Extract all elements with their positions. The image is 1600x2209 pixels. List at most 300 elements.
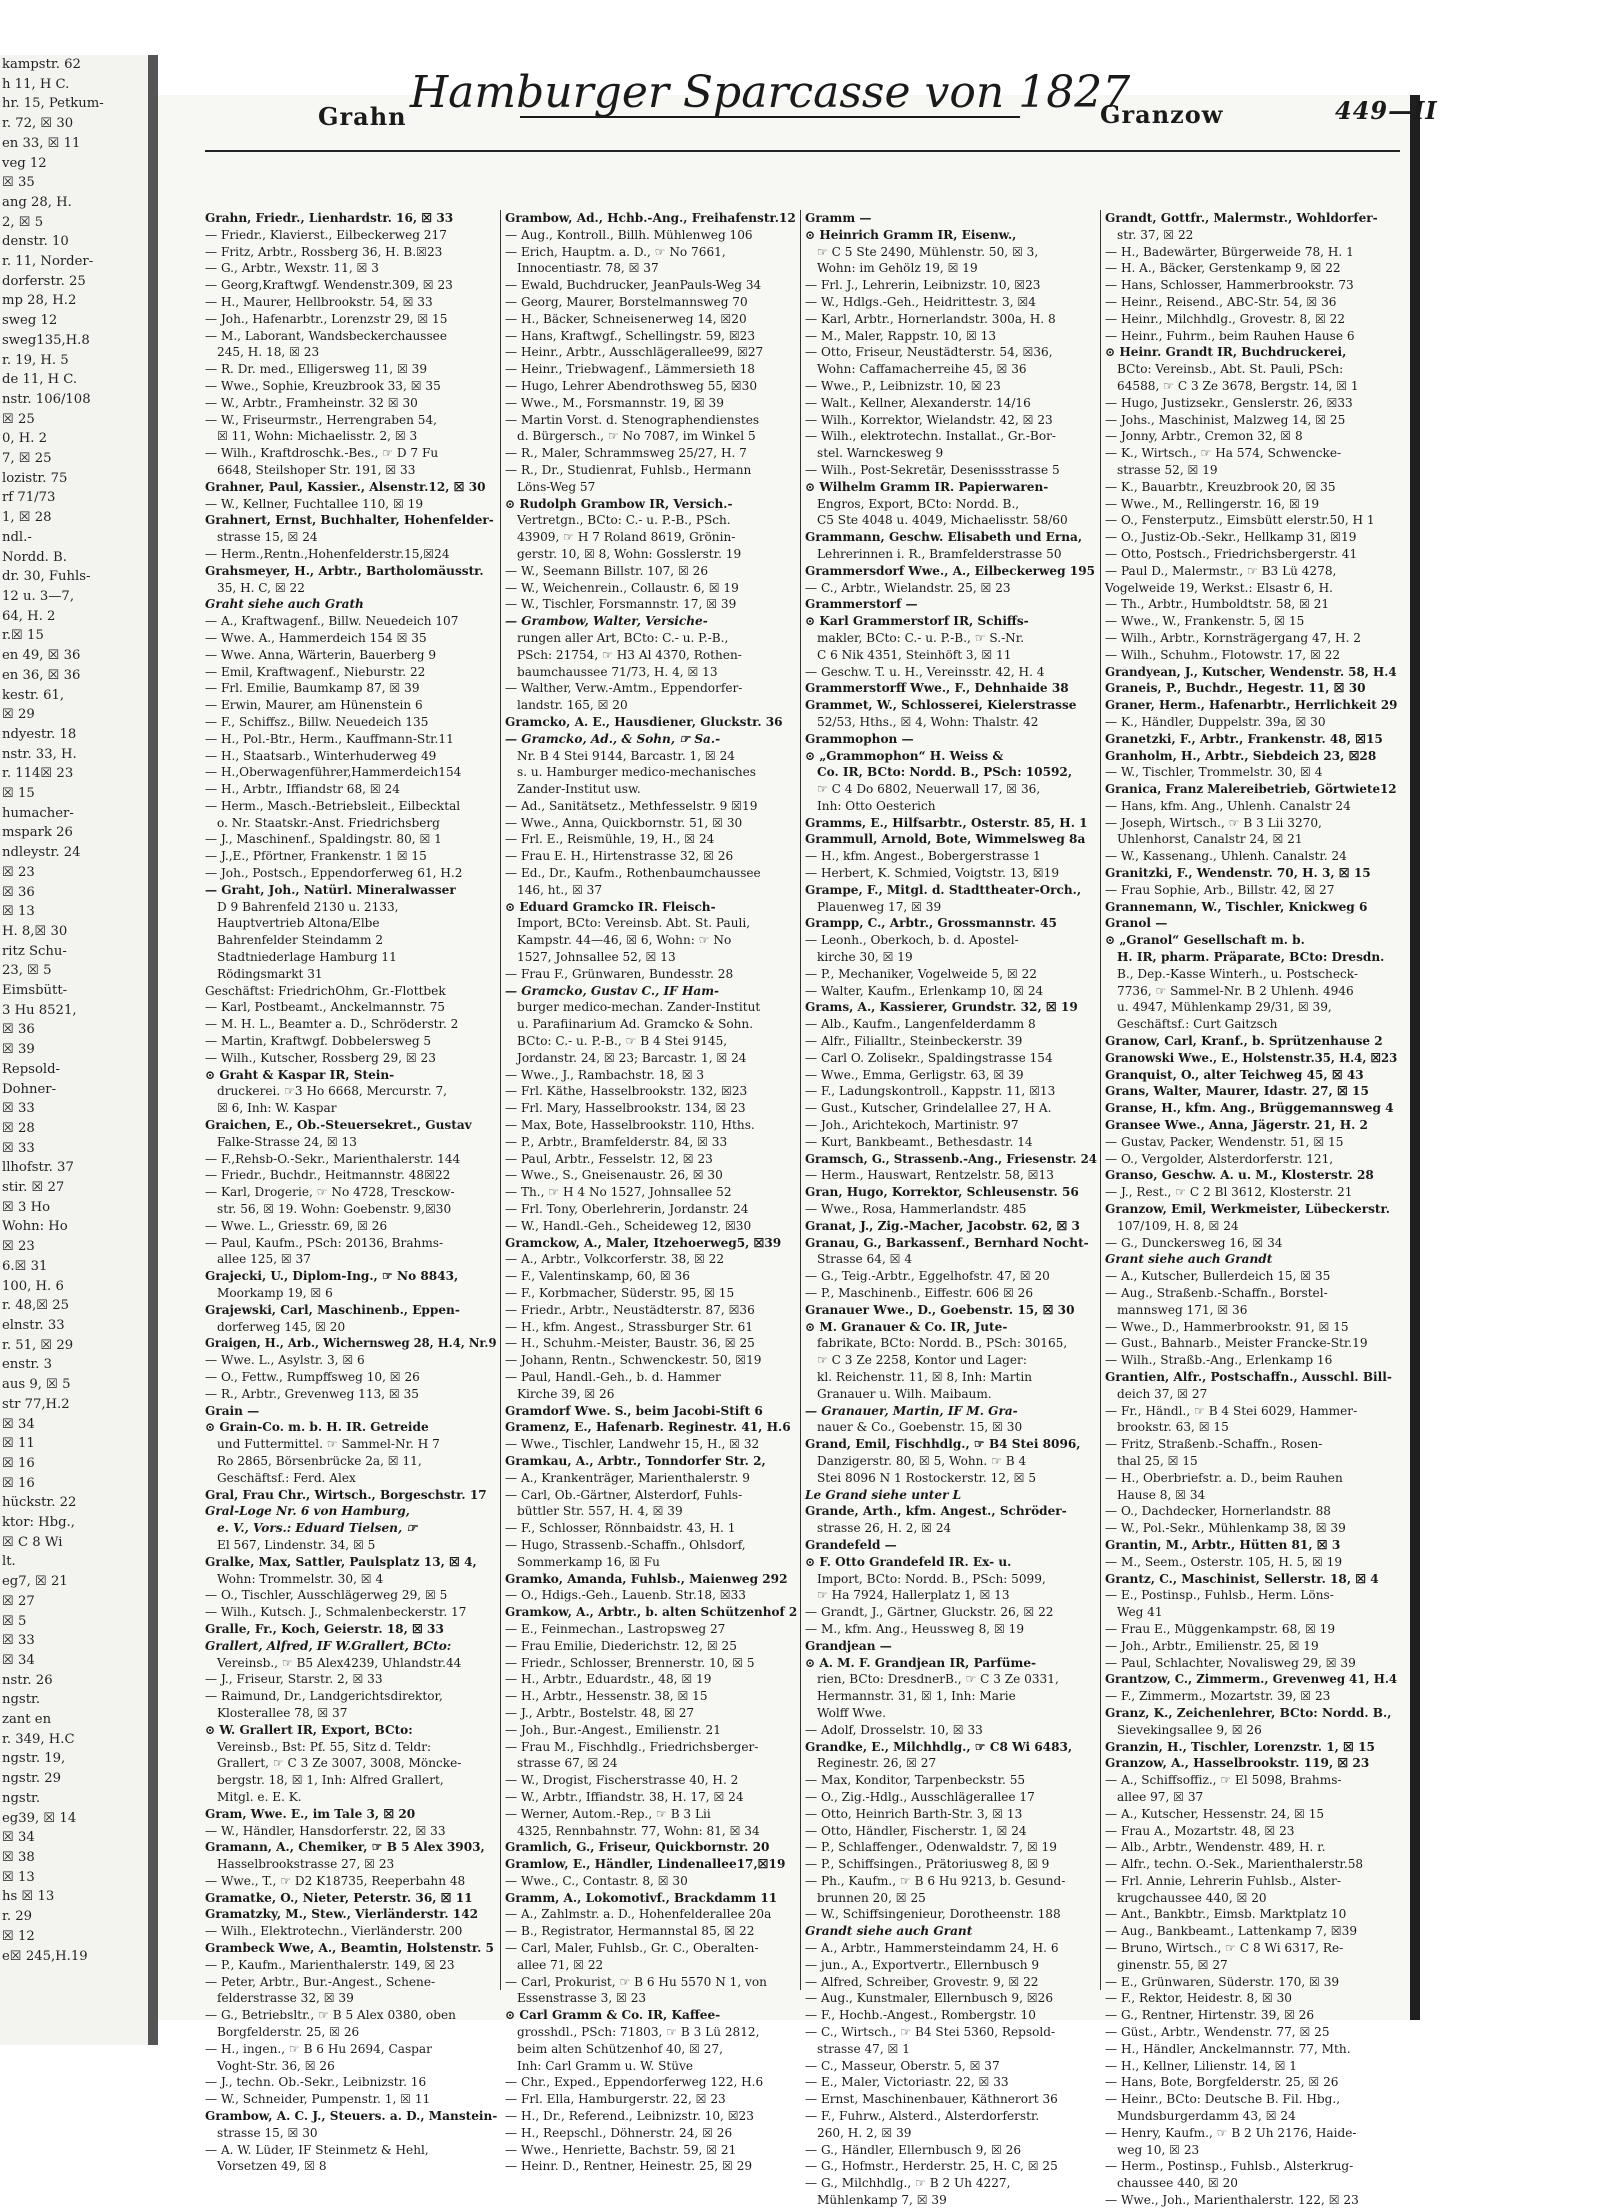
directory-entry-line: Graichen, E., Ob.-Steuersekret., Gustav bbox=[205, 1118, 472, 1133]
directory-entry-line: Grams, A., Kassierer, Grundstr. 32, ☒ 19 bbox=[805, 1000, 1078, 1015]
directory-entry-line: Sievekingsallee 9, ☒ 26 bbox=[1117, 1722, 1262, 1737]
directory-entry-line: — H., Reepschl., Döhnerstr. 24, ☒ 26 bbox=[505, 2125, 733, 2140]
directory-entry-line: — Heinr., Reisend., ABC-Str. 54, ☒ 36 bbox=[1105, 294, 1337, 309]
directory-entry-line: — W., Handl.-Geh., Scheideweg 12, ☒30 bbox=[505, 1218, 752, 1233]
directory-entry-line: landstr. 165, ☒ 20 bbox=[517, 698, 628, 713]
left-page-line: ☒ 39 bbox=[2, 1042, 35, 1058]
directory-entry-line: ☒ 6, Inh: W. Kaspar bbox=[217, 1101, 337, 1116]
directory-entry-line: Gral, Frau Chr., Wirtsch., Borgeschstr. 17 bbox=[205, 1487, 487, 1502]
directory-entry-line: — O., Fensterputz., Eimsbütt elerstr.50, H 1 bbox=[1105, 513, 1375, 528]
directory-entry-line: — Wwe., Henriette, Bachstr. 59, ☒ 21 bbox=[505, 2142, 737, 2157]
directory-entry-line: — Carl, Ob.-Gärtner, Alsterdorf, Fuhls- bbox=[505, 1487, 743, 1502]
directory-entry-line: — Wwe., Rosa, Hammerlandstr. 485 bbox=[805, 1202, 1027, 1217]
directory-entry-line: — Ph., Kaufm., ☞ B 6 Hu 9213, b. Gesund- bbox=[805, 1873, 1066, 1888]
directory-entry-line: Plauenweg 17, ☒ 39 bbox=[817, 899, 942, 914]
directory-entry-line: — E., Feinmechan., Lastropsweg 27 bbox=[505, 1621, 726, 1636]
directory-entry-line: — Alfr., techn. O.-Sek., Marienthalerstr.58 bbox=[1105, 1857, 1364, 1872]
directory-entry-line: — F., Valentinskamp, 60, ☒ 36 bbox=[505, 1269, 690, 1284]
directory-entry-line: 6648, Steilshoper Str. 191, ☒ 33 bbox=[217, 462, 416, 477]
directory-entry-line: — Frl. Annie, Lehrerin Fuhlsb., Alster- bbox=[1105, 1873, 1341, 1888]
left-page-line: en 49, ☒ 36 bbox=[2, 648, 81, 664]
directory-entry-line: Grammet, W., Schlosserei, Kielerstrasse bbox=[805, 698, 1077, 713]
directory-entry-line: — E., Maler, Victoriastr. 22, ☒ 33 bbox=[805, 2075, 1009, 2090]
directory-entry-line: — Herm., Masch.-Betriebsleit., Eilbecktal bbox=[205, 798, 461, 813]
directory-entry-line: u. Parafiinarium Ad. Gramcko & Sohn. bbox=[517, 1017, 754, 1032]
directory-entry-line: — Th., Arbtr., Humboldtstr. 58, ☒ 21 bbox=[1105, 597, 1330, 612]
directory-entry-line: Gramm — bbox=[805, 211, 872, 225]
directory-entry-line: — Martin, Kraftwgf. Dobbelersweg 5 bbox=[205, 1034, 432, 1049]
directory-entry-line: ⊙ Eduard Gramcko IR. Fleisch- bbox=[505, 899, 716, 914]
directory-entry-line: — Joh., Hafenarbtr., Lorenzstr 29, ☒ 15 bbox=[205, 311, 448, 326]
directory-entry-line: — Wwe., M., Forsmannstr. 19, ☒ 39 bbox=[505, 395, 724, 410]
directory-entry-line: — Carl, Maler, Fuhlsb., Gr. C., Oberalten- bbox=[505, 1941, 759, 1956]
directory-entry-line: — Joh., Arbtr., Emilienstr. 25, ☒ 19 bbox=[1105, 1638, 1319, 1653]
directory-entry-line: — Heinr., Fuhrm., beim Rauhen Hause 6 bbox=[1105, 328, 1355, 343]
directory-entry-line: — W., Arbtr., Iffiandstr. 38, H. 17, ☒ 24 bbox=[505, 1789, 744, 1804]
directory-entry-line: — A., Arbtr., Hammersteindamm 24, H. 6 bbox=[805, 1941, 1059, 1956]
directory-entry-line: — Grambow, Walter, Versiche- bbox=[505, 614, 708, 629]
left-page-line: ☒ 15 bbox=[2, 786, 35, 802]
directory-entry-line: — K., Wirtsch., ☞ Ha 574, Schwencke- bbox=[1105, 446, 1342, 461]
left-page-line: ☒ 27 bbox=[2, 1593, 35, 1609]
directory-entry-line: — Johs., Maschinist, Malzweg 14, ☒ 25 bbox=[1105, 412, 1346, 427]
left-page-line: ktor: Hbg., bbox=[2, 1515, 75, 1531]
left-page-line: mp 28, H.2 bbox=[2, 293, 77, 309]
directory-entry-line: — Georg, Maurer, Borstelmannsweg 70 bbox=[505, 294, 748, 309]
left-page-line: ngstr. 29 bbox=[2, 1771, 62, 1787]
directory-entry-line: Gramcko, A. E., Hausdiener, Gluckstr. 36 bbox=[505, 714, 783, 729]
left-page-line: ☒ 13 bbox=[2, 904, 35, 920]
directory-entry-line: ☞ C 5 Ste 2490, Mühlenstr. 50, ☒ 3, bbox=[817, 244, 1039, 259]
directory-entry-line: — jun., A., Exportvertr., Ellernbusch 9 bbox=[805, 1957, 1040, 1972]
directory-entry-line: ☞ C 4 Do 6802, Neuerwall 17, ☒ 36, bbox=[817, 782, 1041, 797]
directory-entry-line: ⊙ Wilhelm Gramm IR. Papierwaren- bbox=[805, 479, 1049, 494]
directory-entry-line: — Walt., Kellner, Alexanderstr. 14/16 bbox=[805, 395, 1031, 410]
directory-entry-line: Engros, Export, BCto: Nordd. B., bbox=[817, 496, 1020, 511]
directory-entry-line: — Frau A., Mozartstr. 48, ☒ 23 bbox=[1105, 1823, 1295, 1838]
directory-entry-line: — W., Drogist, Fischerstrasse 40, H. 2 bbox=[505, 1773, 739, 1788]
left-page-line: 1, ☒ 28 bbox=[2, 510, 52, 526]
directory-entry-line: — Wwe., W., Frankenstr. 5, ☒ 15 bbox=[1105, 614, 1305, 629]
directory-entry-line: allee 97, ☒ 37 bbox=[1117, 1789, 1204, 1804]
directory-entry-line: — Frl. J., Lehrerin, Leibnizstr. 10, ☒23 bbox=[805, 278, 1041, 293]
directory-entry-line: — W., Schneider, Pumpenstr. 1, ☒ 11 bbox=[205, 2092, 431, 2107]
directory-entry-line: — M., kfm. Ang., Heussweg 8, ☒ 19 bbox=[805, 1621, 1025, 1636]
directory-entry-line: Stei 8096 N 1 Rostockerstr. 12, ☒ 5 bbox=[817, 1470, 1037, 1485]
directory-entry-line: — Emil, Kraftwagenf., Nieburstr. 22 bbox=[205, 664, 426, 679]
directory-entry-line: Gramatke, O., Nieter, Peterstr. 36, ☒ 11 bbox=[205, 1890, 473, 1905]
directory-entry-line: — Wwe. L., Griesstr. 69, ☒ 26 bbox=[205, 1218, 388, 1233]
directory-entry-line: — H., Maurer, Hellbrookstr. 54, ☒ 33 bbox=[205, 294, 433, 309]
directory-entry-line: Weg 41 bbox=[1117, 1605, 1163, 1620]
directory-entry-line: — Wwe., P., Leibnizstr. 10, ☒ 23 bbox=[805, 378, 1001, 393]
directory-entry-line: 1527, Johnsallee 52, ☒ 13 bbox=[517, 950, 676, 965]
directory-entry-line: — W., Friseurmstr., Herrengraben 54, bbox=[205, 412, 437, 427]
directory-entry-line: — H., Bäcker, Schneisenerweg 14, ☒20 bbox=[505, 311, 747, 326]
directory-entry-line: — Paul, Kaufm., PSch: 20136, Brahms- bbox=[205, 1235, 444, 1250]
directory-entry-line: — Joh., Postsch., Eppendorferweg 61, H.2 bbox=[205, 866, 463, 881]
directory-entry-line: d. Bürgersch., ☞ No 7087, im Winkel 5 bbox=[517, 429, 756, 444]
directory-entry-line: — Frl. Mary, Hasselbrookstr. 134, ☒ 23 bbox=[505, 1101, 746, 1116]
directory-entry-line: brookstr. 63, ☒ 15 bbox=[1117, 1420, 1229, 1435]
directory-entry-line: Grahsmeyer, H., Arbtr., Bartholomäusstr. bbox=[205, 563, 484, 578]
directory-entry-line: — Otto, Friseur, Neustädterstr. 54, ☒36, bbox=[805, 345, 1053, 360]
left-page-line: r. 72, ☒ 30 bbox=[2, 116, 74, 132]
left-page-line: e☒ 245,H.19 bbox=[2, 1948, 88, 1964]
directory-entry-line: Hermannstr. 31, ☒ 1, Inh: Marie bbox=[817, 1689, 1016, 1704]
directory-entry-line: — Otto, Heinrich Barth-Str. 3, ☒ 13 bbox=[805, 1806, 1023, 1821]
directory-entry-line: — F.,Rehsb-O.-Sekr., Marienthalerstr. 144 bbox=[205, 1151, 461, 1166]
directory-entry-line: — Bruno, Wirtsch., ☞ C 8 Wi 6317, Re- bbox=[1105, 1941, 1344, 1956]
directory-entry-line: Grambow, Ad., Hchb.-Ang., Freihafenstr.12 bbox=[505, 211, 796, 225]
directory-entry-line: str. 56, ☒ 19. Wohn: Goebenstr. 9,☒30 bbox=[217, 1202, 452, 1217]
directory-entry-line: — Heinr., Triebwagenf., Lämmersieth 18 bbox=[505, 362, 755, 377]
header-right-title: Granzow bbox=[1100, 100, 1224, 129]
directory-entry-line: — H., Arbtr., Eduardstr., 48, ☒ 19 bbox=[505, 1672, 712, 1687]
left-page-line: ☒ 11 bbox=[2, 1436, 35, 1452]
directory-entry-line: ☞ C 3 Ze 2258, Kontor und Lager: bbox=[817, 1353, 1027, 1368]
directory-entry-line: Mitgl. e. E. K. bbox=[217, 1789, 302, 1804]
directory-entry-line: — H., ingen., ☞ B 6 Hu 2694, Caspar bbox=[205, 2041, 432, 2056]
left-page-line: ☒ 36 bbox=[2, 1022, 35, 1038]
directory-entry-line: — Frl. Ella, Hamburgerstr. 22, ☒ 23 bbox=[505, 2092, 726, 2107]
directory-entry-line: Granzow, Emil, Werkmeister, Lübeckerstr. bbox=[1105, 1202, 1390, 1217]
directory-entry-line: ⊙ Carl Gramm & Co. IR, Kaffee- bbox=[505, 2008, 721, 2023]
directory-entry-line: Grambow, A. C. J., Steuers. a. D., Manstein- bbox=[205, 2109, 498, 2124]
directory-entry-line: Grantz, C., Maschinist, Sellerstr. 18, ☒ 4 bbox=[1105, 1571, 1379, 1586]
left-page-line: ngstr. bbox=[2, 1790, 41, 1806]
left-page-line: nstr. 106/108 bbox=[2, 391, 91, 407]
directory-entry-line: — W., Händler, Hansdorferstr. 22, ☒ 33 bbox=[205, 1823, 446, 1838]
directory-entry-line: — H., kfm. Angest., Strassburger Str. 61 bbox=[505, 1319, 754, 1334]
directory-entry-line: — Ernst, Maschinenbauer, Käthnerort 36 bbox=[805, 2092, 1058, 2107]
left-page-line: hückstr. 22 bbox=[2, 1495, 77, 1511]
directory-entry-line: C5 Ste 4048 u. 4049, Michaelisstr. 58/60 bbox=[817, 513, 1068, 528]
directory-entry-line: — W., Arbtr., Framheinstr. 32 ☒ 30 bbox=[205, 395, 418, 410]
directory-entry-line: Gram, Wwe. E., im Tale 3, ☒ 20 bbox=[205, 1806, 416, 1821]
book-binding bbox=[148, 55, 158, 2045]
left-page-line: mspark 26 bbox=[2, 825, 73, 841]
directory-entry-line: Grande, Arth., kfm. Angest., Schröder- bbox=[805, 1504, 1067, 1519]
directory-entry-line: — H., Händler, Anckelmannstr. 77, Mth. bbox=[1105, 2041, 1351, 2056]
directory-entry-line: rungen aller Art, BCto: C.- u. P.-B., bbox=[517, 630, 729, 645]
left-page-line: ☒ 33 bbox=[2, 1633, 35, 1649]
directory-entry-line: — Herm., Hauswart, Rentzelstr. 58, ☒13 bbox=[805, 1168, 1054, 1183]
directory-entry-line: — Aug., Kontroll., Billh. Mühlenweg 106 bbox=[505, 227, 753, 242]
directory-entry-line: — Erich, Hauptm. a. D., ☞ No 7661, bbox=[505, 244, 726, 259]
directory-entry-line: — M., Maler, Rappstr. 10, ☒ 13 bbox=[805, 328, 997, 343]
left-page-line: r. 349, H.C bbox=[2, 1731, 75, 1747]
directory-entry-line: — H., Staatsarb., Winterhuderweg 49 bbox=[205, 748, 437, 763]
directory-entry-line: — P., Schiffsingen., Prätoriusweg 8, ☒ 9 bbox=[805, 1857, 1050, 1872]
directory-entry-line: — Frl. Käthe, Hasselbrookstr. 132, ☒23 bbox=[505, 1084, 748, 1099]
directory-entry-line: Grajecki, U., Diplom-Ing., ☞ No 8843, bbox=[205, 1269, 459, 1284]
directory-entry-line: Gramdorf Wwe. S., beim Jacobi-Stift 6 bbox=[505, 1403, 763, 1418]
directory-entry-line: Kampstr. 44—46, ☒ 6, Wohn: ☞ No bbox=[517, 933, 732, 948]
directory-entry-line: — Wilh., Elektrotechn., Vierländerstr. 200 bbox=[205, 1924, 463, 1939]
directory-entry-line: Grandt, Gottfr., Malermstr., Wohldorfer- bbox=[1105, 211, 1378, 225]
directory-entry-line: ⊙ „Grammophon“ H. Weiss & bbox=[805, 748, 1004, 763]
directory-entry-line: — H., Schuhm.-Meister, Baustr. 36, ☒ 25 bbox=[505, 1336, 755, 1351]
directory-entry-line: — K., Bauarbtr., Kreuzbrook 20, ☒ 35 bbox=[1105, 479, 1336, 494]
directory-entry-line: Geschäftsf.: Curt Gaitzsch bbox=[1117, 1017, 1278, 1032]
directory-entry-line: — Raimund, Dr., Landgerichtsdirektor, bbox=[205, 1689, 443, 1704]
directory-entry-line: — Heinr. D., Rentner, Heinestr. 25, ☒ 29 bbox=[505, 2159, 753, 2174]
directory-entry-line: — W., Kassenang., Uhlenh. Canalstr. 24 bbox=[1105, 849, 1347, 864]
directory-entry-line: — Walther, Verw.-Amtm., Eppendorfer- bbox=[505, 681, 743, 696]
column-divider bbox=[500, 210, 501, 1990]
directory-entry-line: — Alfr., Filialltr., Steinbeckerstr. 39 bbox=[805, 1034, 1023, 1049]
directory-entry-line: — Martin Vorst. d. Stenographendienstes bbox=[505, 412, 760, 427]
directory-entry-line: ⊙ Grain-Co. m. b. H. IR. Getreide bbox=[205, 1420, 429, 1435]
directory-entry-line: Lehrerinnen i. R., Bramfelderstrasse 50 bbox=[817, 546, 1062, 561]
directory-entry-line: — O., Dachdecker, Hornerlandstr. 88 bbox=[1105, 1504, 1331, 1519]
left-page-line: en 33, ☒ 11 bbox=[2, 135, 81, 151]
directory-entry-line: rien, BCto: DresdnerB., ☞ C 3 Ze 0331, bbox=[817, 1672, 1059, 1687]
directory-entry-line: — G., Rentner, Hirtenstr. 39, ☒ 26 bbox=[1105, 2008, 1315, 2023]
directory-entry-line: Gramenz, E., Hafenarb. Reginestr. 41, H.6 bbox=[505, 1420, 791, 1435]
directory-entry-line: 52/53, Hths., ☒ 4, Wohn: Thalstr. 42 bbox=[817, 714, 1039, 729]
directory-entry-line: Bahrenfelder Steindamm 2 bbox=[217, 933, 384, 948]
directory-entry-line: BCto: Vereinsb., Abt. St. Pauli, PSch: bbox=[1117, 362, 1344, 377]
left-page-line: H. 8,☒ 30 bbox=[2, 923, 68, 939]
directory-entry-line: — W., Tischler, Trommelstr. 30, ☒ 4 bbox=[1105, 765, 1323, 780]
directory-column-2 bbox=[505, 210, 798, 2174]
directory-entry-line: 35, H. C, ☒ 22 bbox=[217, 580, 305, 595]
directory-entry-line: Geschäftst: FriedrichOhm, Gr.-Flottbek bbox=[205, 983, 446, 998]
directory-entry-line: — Friedr., Klavierst., Eilbeckerweg 217 bbox=[205, 227, 447, 242]
directory-entry-line: El 567, Lindenstr. 34, ☒ 5 bbox=[217, 1537, 376, 1552]
directory-entry-line: 7736, ☞ Sammel-Nr. B 2 Uhlenh. 4946 bbox=[1117, 983, 1354, 998]
directory-entry-line: — E., Grünwaren, Süderstr. 170, ☒ 39 bbox=[1105, 1974, 1340, 1989]
left-page-line: ☒ 38 bbox=[2, 1849, 35, 1865]
left-page-line: ☒ 33 bbox=[2, 1140, 35, 1156]
header-left-title: Grahn bbox=[318, 102, 407, 131]
directory-entry-line: Granse, H., kfm. Ang., Brüggemannsweg 4 bbox=[1105, 1101, 1394, 1116]
directory-entry-line: Granetzki, F., Arbtr., Frankenstr. 48, ☒15 bbox=[1105, 731, 1383, 746]
directory-entry-line: — Erwin, Maurer, am Hünenstein 6 bbox=[205, 698, 423, 713]
left-page-line: ☒ 34 bbox=[2, 1652, 35, 1668]
directory-entry-line: Moorkamp 19, ☒ 6 bbox=[217, 1286, 333, 1300]
directory-entry-line: — Friedr., Arbtr., Neustädterstr. 87, ☒36 bbox=[505, 1302, 755, 1317]
directory-entry-line: Granitzki, F., Wendenstr. 70, H. 3, ☒ 15 bbox=[1105, 866, 1371, 881]
directory-entry-line: — G., Hofmstr., Herderstr. 25, H. C, ☒ 25 bbox=[805, 2159, 1058, 2174]
directory-entry-line: burger medico-mechan. Zander-Institut bbox=[517, 1000, 761, 1015]
directory-entry-line: ⊙ Rudolph Grambow IR, Versich.- bbox=[505, 496, 733, 511]
directory-entry-line: Grans, Walter, Maurer, Idastr. 27, ☒ 15 bbox=[1105, 1084, 1369, 1099]
directory-entry-line: stel. Warnckesweg 9 bbox=[817, 446, 944, 461]
directory-entry-line: ☒ 11, Wohn: Michaelisstr. 2, ☒ 3 bbox=[217, 429, 418, 444]
directory-entry-line: — Gust., Bahnarb., Meister Francke-Str.19 bbox=[1105, 1336, 1368, 1351]
directory-entry-line: ⊙ Heinrich Gramm IR, Eisenw., bbox=[805, 227, 1017, 242]
directory-entry-line: u. 4947, Mühlenkamp 29/31, ☒ 39, bbox=[1117, 1000, 1332, 1015]
directory-entry-line: — M., Laborant, Wandsbeckerchaussee bbox=[205, 328, 447, 343]
directory-entry-line: — G., Händler, Ellernbusch 9, ☒ 26 bbox=[805, 2142, 1022, 2157]
directory-entry-line: — Granauer, Martin, IF M. Gra- bbox=[805, 1403, 1018, 1418]
directory-entry-line: Kirche 39, ☒ 26 bbox=[517, 1386, 615, 1401]
left-page-line: r. 29 bbox=[2, 1909, 33, 1925]
directory-entry-line: Granz, K., Zeichenlehrer, BCto: Nordd. B., bbox=[1105, 1705, 1392, 1720]
left-page-line: r. 48,☒ 25 bbox=[2, 1298, 70, 1314]
directory-entry-line: — A. W. Lüder, IF Steinmetz & Hehl, bbox=[205, 2142, 429, 2157]
left-page-line: kampstr. 62 bbox=[2, 57, 81, 72]
directory-entry-line: o. Nr. Staatskr.-Anst. Friedrichsberg bbox=[217, 815, 440, 830]
directory-entry-line: Gralke, Max, Sattler, Paulsplatz 13, ☒ 4, bbox=[205, 1554, 477, 1569]
directory-entry-line: Graner, Herm., Hafenarbtr., Herrlichkeit 29 bbox=[1105, 698, 1398, 713]
directory-entry-line: Ro 2865, Börsenbrücke 2a, ☒ 11, bbox=[217, 1453, 422, 1468]
directory-entry-line: — R. Dr. med., Elligersweg 11, ☒ 39 bbox=[205, 362, 428, 377]
directory-entry-line: — Joh., Bur.-Angest., Emilienstr. 21 bbox=[505, 1722, 721, 1737]
directory-entry-line: — A., Krankenträger, Marienthalerstr. 9 bbox=[505, 1470, 750, 1485]
directory-entry-line: — Wwe. L., Asylstr. 3, ☒ 6 bbox=[205, 1353, 365, 1368]
directory-entry-line: — Aug., Bankbeamt., Lattenkamp 7, ☒39 bbox=[1105, 1924, 1358, 1939]
directory-entry-line: — F., Schlosser, Rönnbaidstr. 43, H. 1 bbox=[505, 1521, 736, 1536]
directory-entry-line: — Wilh., Arbtr., Kornsträgergang 47, H. 2 bbox=[1105, 630, 1361, 645]
directory-entry-line: strasse 67, ☒ 24 bbox=[517, 1756, 618, 1771]
directory-entry-line: — Paul, Arbtr., Fesselstr. 12, ☒ 23 bbox=[505, 1151, 713, 1166]
directory-entry-line: — Grandt, J., Gärtner, Gluckstr. 26, ☒ 22 bbox=[805, 1605, 1054, 1620]
directory-entry-line: Mühlenkamp 7, ☒ 39 bbox=[817, 2193, 947, 2208]
directory-entry-line: — Heinr., BCto: Deutsche B. Fil. Hbg., bbox=[1105, 2092, 1341, 2107]
left-page-line: 100, H. 6 bbox=[2, 1278, 64, 1294]
directory-entry-line: — Wilh., Kraftdroschk.-Bes., ☞ D 7 Fu bbox=[205, 446, 439, 461]
directory-entry-line: — Wilh., elektrotechn. Installat., Gr.-Bor- bbox=[805, 429, 1056, 444]
left-page-line: 12 u. 3—7, bbox=[2, 588, 75, 604]
left-page-line: ngstr. bbox=[2, 1692, 41, 1708]
directory-entry-line: büttler Str. 557, H. 4, ☒ 39 bbox=[517, 1504, 683, 1519]
left-page-line: ☒ C 8 Wi bbox=[2, 1534, 63, 1550]
left-page-line: ☒ 34 bbox=[2, 1416, 35, 1432]
directory-entry-line: Graht siehe auch Grath bbox=[205, 597, 364, 612]
directory-entry-line: — Hugo, Justizsekr., Genslerstr. 26, ☒33 bbox=[1105, 395, 1353, 410]
directory-entry-line: Jordanstr. 24, ☒ 23; Barcastr. 1, ☒ 24 bbox=[517, 1050, 747, 1065]
directory-entry-line: — Hugo, Strassenb.-Schaffn., Ohlsdorf, bbox=[505, 1537, 746, 1552]
directory-entry-line: — J., techn. Ob.-Sekr., Leibnizstr. 16 bbox=[205, 2075, 427, 2090]
left-page-line: 6.☒ 31 bbox=[2, 1258, 48, 1274]
directory-entry-line: 146, ht., ☒ 37 bbox=[517, 882, 603, 897]
directory-entry-line: Reginestr. 26, ☒ 27 bbox=[817, 1756, 937, 1771]
directory-entry-line: — Wwe. A., Hammerdeich 154 ☒ 35 bbox=[205, 630, 427, 645]
directory-entry-line: — M., Seem., Osterstr. 105, H. 5, ☒ 19 bbox=[1105, 1554, 1343, 1569]
left-page-line: de 11, H C. bbox=[2, 372, 78, 388]
directory-entry-line: — G., Arbtr., Wexstr. 11, ☒ 3 bbox=[205, 261, 379, 276]
directory-entry-line: Granat, J., Zig.-Macher, Jacobstr. 62, ☒ 3 bbox=[805, 1218, 1080, 1233]
directory-entry-line: — F., Hochb.-Angest., Rombergstr. 10 bbox=[805, 2008, 1036, 2023]
directory-entry-line: — P., Mechaniker, Vogelweide 5, ☒ 22 bbox=[805, 966, 1037, 981]
directory-entry-line: Vogelweide 19, Werkst.: Elsastr 6, H. bbox=[1105, 580, 1333, 595]
left-page-line: 23, ☒ 5 bbox=[2, 963, 52, 979]
directory-entry-line: strasse 15, ☒ 30 bbox=[217, 2125, 318, 2140]
directory-entry-line: — Wilh., Kutscher, Rossberg 29, ☒ 23 bbox=[205, 1050, 436, 1065]
left-page-line: sweg 12 bbox=[2, 313, 58, 329]
directory-entry-line: kirche 30, ☒ 19 bbox=[817, 950, 913, 965]
left-page-line: eg39, ☒ 14 bbox=[2, 1810, 77, 1826]
directory-entry-line: — A., Kutscher, Bullerdeich 15, ☒ 35 bbox=[1105, 1269, 1331, 1284]
left-page-line: elnstr. 33 bbox=[2, 1318, 65, 1333]
left-page-line: ☒ 29 bbox=[2, 707, 35, 723]
directory-entry-line: — F., Zimmerm., Mozartstr. 39, ☒ 23 bbox=[1105, 1689, 1331, 1704]
directory-entry-line: — H., Dr., Referend., Leibnizstr. 10, ☒23 bbox=[505, 2109, 754, 2124]
directory-entry-line: Sommerkamp 16, ☒ Fu bbox=[517, 1554, 660, 1569]
directory-entry-line: — G., Dunckersweg 16, ☒ 34 bbox=[1105, 1235, 1283, 1250]
directory-entry-line: krugchaussee 440, ☒ 20 bbox=[1117, 1890, 1267, 1905]
directory-entry-line: Hasselbrookstrasse 27, ☒ 23 bbox=[217, 1857, 395, 1872]
directory-entry-line: gerstr. 10, ☒ 8, Wohn: Gosslerstr. 19 bbox=[517, 546, 742, 561]
directory-entry-line: 64588, ☞ C 3 Ze 3678, Bergstr. 14, ☒ 1 bbox=[1117, 378, 1359, 393]
directory-entry-line: — Wwe., Emma, Gerligstr. 63, ☒ 39 bbox=[805, 1067, 1024, 1082]
left-page-line: sweg135,H.8 bbox=[2, 332, 90, 348]
directory-entry-line: — O., Fettw., Rumpffsweg 10, ☒ 26 bbox=[205, 1369, 420, 1384]
directory-entry-line: — Wwe., S., Gneisenaustr. 26, ☒ 30 bbox=[505, 1168, 723, 1183]
directory-entry-line: — J.,E., Pförtner, Frankenstr. 1 ☒ 15 bbox=[205, 849, 427, 864]
directory-entry-line: — G., Teig.-Arbtr., Eggelhofstr. 47, ☒ 20 bbox=[805, 1269, 1050, 1284]
directory-entry-line: Inh: Carl Gramm u. W. Stüve bbox=[517, 2058, 694, 2073]
directory-entry-line: — Paul, Schlachter, Novalisweg 29, ☒ 39 bbox=[1105, 1655, 1356, 1670]
directory-entry-line: Grantzow, C., Zimmerm., Grevenweg 41, H.4 bbox=[1105, 1672, 1398, 1687]
left-page-line: llhofstr. 37 bbox=[2, 1160, 74, 1176]
directory-entry-line: — O., Hdigs.-Geh., Lauenb. Str.18, ☒33 bbox=[505, 1588, 747, 1603]
directory-entry-line: Grampe, F., Mitgl. d. Stadttheater-Orch., bbox=[805, 882, 1082, 897]
left-page-line: ☒ 28 bbox=[2, 1120, 35, 1136]
left-page-line: Dohner- bbox=[2, 1081, 57, 1097]
directory-entry-line: — Gust., Kutscher, Grindelallee 27, H A. bbox=[805, 1101, 1052, 1116]
directory-entry-line: Granzin, H., Tischler, Lorenzstr. 1, ☒ 15 bbox=[1105, 1739, 1375, 1754]
directory-entry-line: — Graht, Joh., Natürl. Mineralwasser bbox=[205, 882, 456, 897]
left-page-line: rf 71/73 bbox=[2, 490, 56, 506]
left-page-line: r. 51, ☒ 29 bbox=[2, 1337, 74, 1353]
directory-entry-line: — Aug., Straßenb.-Schaffn., Borstel- bbox=[1105, 1286, 1328, 1300]
directory-entry-line: — C., Masseur, Oberstr. 5, ☒ 37 bbox=[805, 2058, 1000, 2073]
directory-entry-line: Gramms, E., Hilfsarbtr., Osterstr. 85, H. 1 bbox=[805, 815, 1088, 830]
left-page-line: 3 Hu 8521, bbox=[2, 1002, 77, 1018]
directory-entry-line: Voght-Str. 36, ☒ 26 bbox=[217, 2058, 335, 2073]
directory-entry-line: Wolff Wwe. bbox=[817, 1705, 886, 1720]
directory-entry-line: — Chr., Exped., Eppendorferweg 122, H.6 bbox=[505, 2075, 764, 2090]
directory-entry-line: — A., Kutscher, Hessenstr. 24, ☒ 15 bbox=[1105, 1806, 1325, 1821]
directory-entry-line: Mundsburgerdamm 43, ☒ 24 bbox=[1117, 2109, 1296, 2124]
directory-entry-line: — Karl, Arbtr., Hornerlandstr. 300a, H. 8 bbox=[805, 311, 1056, 326]
directory-entry-line: beim alten Schützenhof 40, ☒ 27, bbox=[517, 2041, 724, 2056]
directory-entry-line: kl. Reichenstr. 11, ☒ 8, Inh: Martin bbox=[817, 1369, 1033, 1384]
directory-entry-line: Gral-Loge Nr. 6 von Hamburg, bbox=[205, 1504, 410, 1519]
directory-entry-line: Grammann, Geschw. Elisabeth und Erna, bbox=[805, 530, 1083, 545]
directory-entry-line: — Joh., Arichtekoch, Martinistr. 97 bbox=[805, 1118, 1019, 1133]
directory-entry-line: Gralle, Fr., Koch, Geierstr. 18, ☒ 33 bbox=[205, 1621, 444, 1636]
left-page-line: veg 12 bbox=[2, 155, 47, 171]
directory-entry-line: — Friedr., Schlosser, Brennerstr. 10, ☒ 5 bbox=[505, 1655, 755, 1670]
directory-entry-line: Grajewski, Carl, Maschinenb., Eppen- bbox=[205, 1302, 460, 1317]
directory-entry-line: — Hans, Schlosser, Hammerbrookstr. 73 bbox=[1105, 278, 1354, 293]
directory-entry-line: — Leonh., Oberkoch, b. d. Apostel- bbox=[805, 933, 1019, 948]
directory-column-4 bbox=[1105, 210, 1398, 2208]
directory-entry-line: — Wwe., T., ☞ D2 K18735, Reeperbahn 48 bbox=[205, 1873, 466, 1888]
directory-entry-line: — A., Schiffsoffiz., ☞ El 5098, Brahms- bbox=[1105, 1773, 1342, 1788]
directory-entry-line: — Wwe., Sophie, Kreuzbrook 33, ☒ 35 bbox=[205, 378, 441, 393]
left-page-line: ndl.- bbox=[2, 529, 32, 545]
directory-entry-line: strasse 47, ☒ 1 bbox=[817, 2041, 910, 2056]
directory-entry-line: nauer & Co., Goebenstr. 15, ☒ 30 bbox=[817, 1420, 1023, 1435]
directory-entry-line: — R., Maler, Schrammsweg 25/27, H. 7 bbox=[505, 446, 747, 461]
left-page-line: ngstr. 19, bbox=[2, 1751, 66, 1767]
directory-entry-line: Vertretgn., BCto: C.- u. P.-B., PSch. bbox=[517, 513, 731, 528]
page-number: 449—II bbox=[1335, 96, 1438, 125]
left-page-line: h 11, H C. bbox=[2, 76, 70, 92]
directory-entry-line: Grallert, ☞ C 3 Ze 3007, 3008, Möncke- bbox=[217, 1756, 462, 1771]
left-page-line: Nordd. B. bbox=[2, 549, 67, 565]
directory-entry-line: Granica, Franz Malereibetrieb, Görtwiete12 bbox=[1105, 782, 1397, 797]
directory-entry-line: Grammophon — bbox=[805, 731, 914, 746]
directory-entry-line: Grandt siehe auch Grant bbox=[805, 1924, 973, 1939]
